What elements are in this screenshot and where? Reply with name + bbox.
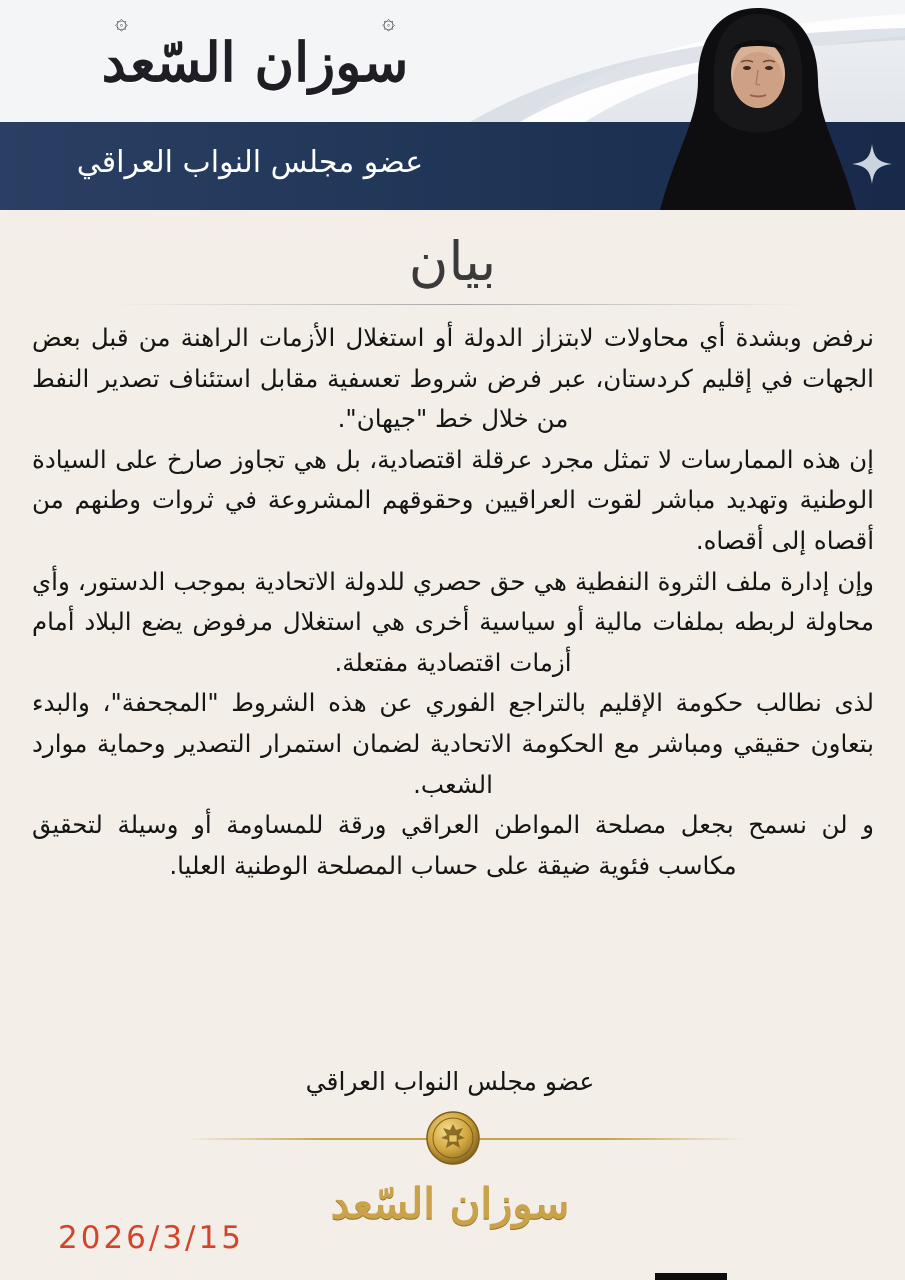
footer-name-logo: سوزان السّعد <box>330 1179 570 1228</box>
statement-paragraph: إن هذه الممارسات لا تمثل مجرد عرقلة اقتصادية، بل هي تجاوز صارخ على السيادة الوطنية وتهديد مباشر لقوت العراقيين وحقوقهم المشروعة في ثروات وطنهم من أقصاه إلى أقصاه. <box>32 444 874 555</box>
title-divider <box>110 304 810 305</box>
statement-paragraph: وإن إدارة ملف الثروة النفطية هي حق حصري للدولة الاتحادية بموجب الدستور، وأي محاولة لربطه بملفات مالية أو سياسية أخرى هي استغلال مرفوض يضع البلاد أمام أزمات اقتصادية مفتعلة. <box>32 566 874 677</box>
statement-paragraph: نرفض وبشدة أي محاولات لابتزاز الدولة أو استغلال الأزمات الراهنة من قبل بعض الجهات في إقليم كردستان، عبر فرض شروط تعسفية مقابل استئناف تصدير النفط من خلال خط "جيهان". <box>32 323 874 434</box>
statement-body <box>32 318 874 886</box>
header-name-logo: ۞ سوزان السّعد ۞ <box>101 10 409 94</box>
calligraphy-ornament-icon: ۞ <box>115 10 128 35</box>
statement-title: بيان <box>408 230 497 293</box>
statement-paragraph: و لن نسمح بجعل مصلحة المواطن العراقي ورقة للمساومة أو وسيلة لتحقيق مكاسب فئوية ضيقة على حساب المصلحة الوطنية العليا. <box>32 810 874 880</box>
statement-date: 2026/3/15 <box>58 1220 244 1256</box>
woman-portrait-icon <box>658 0 858 210</box>
header-subtitle: عضو مجلس النواب العراقي <box>76 145 424 180</box>
signoff-title: عضو مجلس النواب العراقي <box>305 1067 595 1096</box>
header-banner <box>0 0 905 210</box>
corner-decoration-bar <box>655 1273 727 1280</box>
iraq-emblem-icon <box>425 1110 481 1166</box>
statement-paragraph: لذى نطالب حكومة الإقليم بالتراجع الفوري عن هذه الشروط "المجحفة"، والبدء بتعاون حقيقي ومباشر مع الحكومة الاتحادية لضمان استمرار التصدير وحماية موارد الشعب. <box>32 688 874 799</box>
four-point-sparkle-icon <box>850 142 894 186</box>
calligraphy-ornament-icon: ۞ <box>382 10 395 35</box>
